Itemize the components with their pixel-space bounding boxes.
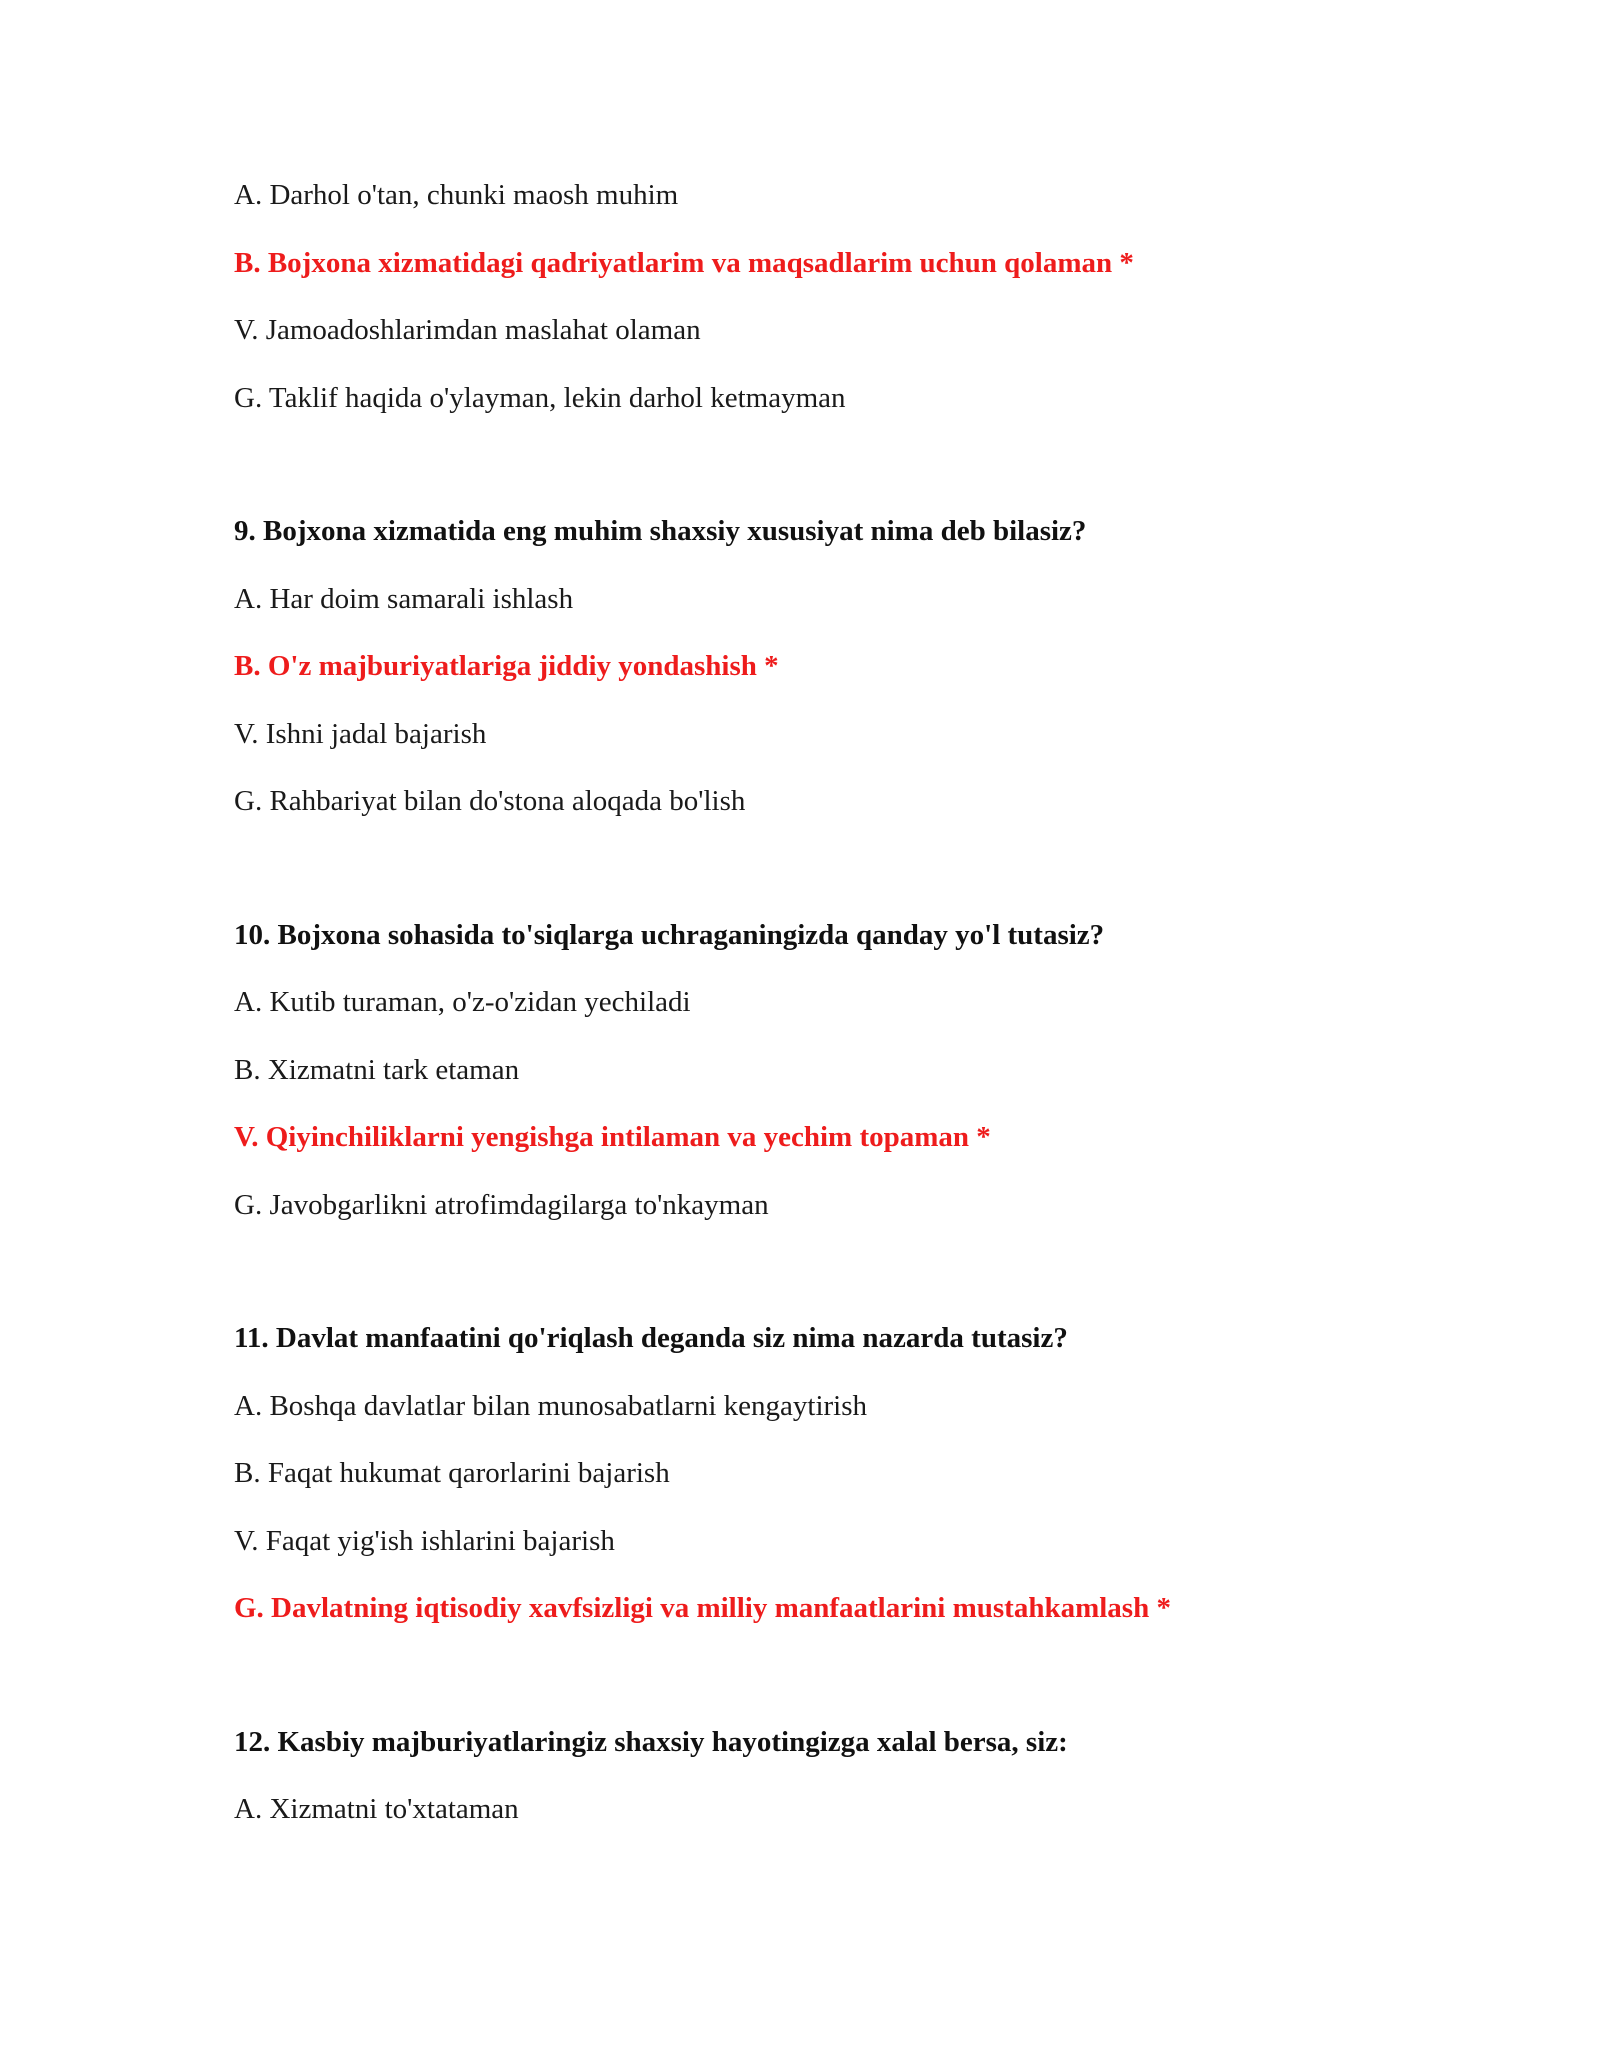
option-g: G. Rahbariyat bilan do'stona aloqada bo'lish: [234, 785, 746, 817]
option-a: A. Boshqa davlatlar bilan munosabatlarni kengaytirish: [234, 1389, 868, 1422]
question-block: [234, 178, 1434, 415]
option-g: G. Javobgarlikni atrofimdagilarga to'nkayman: [234, 1188, 769, 1221]
option-b: B. Xizmatni tark etaman: [234, 1053, 520, 1086]
question-9: 9. Bojxona xizmatida eng muhim shaxsiy xususiyat nima deb bilasiz?: [234, 515, 1087, 547]
option-a: A. Kutib turaman, o'z-o'zidan yechiladi: [234, 986, 691, 1018]
question-block: [234, 1725, 1434, 1827]
question-10: 10. Bojxona sohasida to'siqlarga uchraganingizda qanday yo'l tutasiz?: [234, 918, 1105, 951]
spacer: [234, 852, 1434, 918]
option-g: G. Taklif haqida o'ylayman, lekin darhol ketmayman: [234, 381, 846, 414]
option-a: A. Darhol o'tan, chunki maosh muhim: [234, 179, 679, 211]
spacer: [234, 448, 1434, 514]
question-12: 12. Kasbiy majburiyatlaringiz shaxsiy hayotingizga xalal bersa, siz:: [234, 1725, 1068, 1758]
option-b: B. Faqat hukumat qarorlarini bajarish: [234, 1457, 670, 1489]
document-page: [234, 178, 1434, 1860]
option-v-correct: V. Qiyinchiliklarni yengishga intilaman va yechim topaman *: [234, 1121, 991, 1153]
option-v: V. Faqat yig'ish ishlarini bajarish: [234, 1524, 615, 1557]
spacer: [234, 1659, 1434, 1725]
option-a: A. Har doim samarali ishlash: [234, 582, 574, 615]
question-block: [234, 1321, 1434, 1625]
option-a: A. Xizmatni to'xtataman: [234, 1793, 519, 1825]
option-v: V. Ishni jadal bajarish: [234, 717, 487, 750]
option-b-correct: B. O'z majburiyatlariga jiddiy yondashish *: [234, 650, 779, 682]
question-block: [234, 514, 1434, 818]
question-11: 11. Davlat manfaatini qo'riqlash deganda siz nima nazarda tutasiz?: [234, 1322, 1068, 1354]
option-g-correct: G. Davlatning iqtisodiy xavfsizligi va milliy manfaatlarini mustahkamlash *: [234, 1592, 1171, 1624]
question-block: [234, 918, 1434, 1222]
option-b-correct: B. Bojxona xizmatidagi qadriyatlarim va maqsadlarim uchun qolaman *: [234, 246, 1134, 279]
spacer: [234, 1255, 1434, 1321]
option-v: V. Jamoadoshlarimdan maslahat olaman: [234, 314, 701, 346]
